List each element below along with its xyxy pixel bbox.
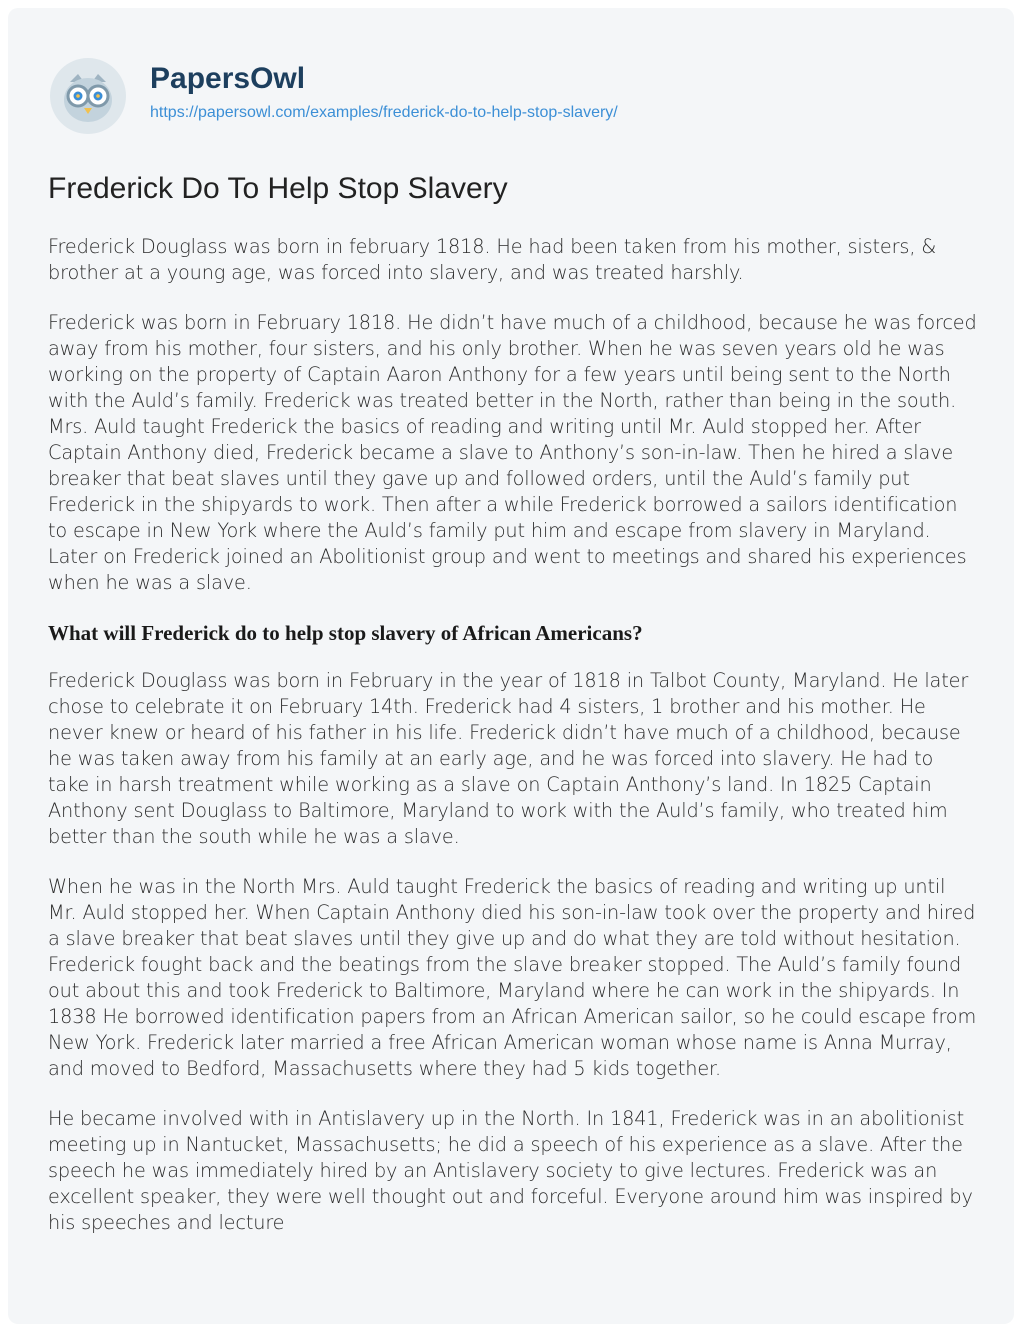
paragraph-2: Frederick was born in February 1818. He didn’t have much of a childhood, because he was forced away from his mother, four sisters, and his only brother. When he was seven years old he was working on the property of Captain Aaron Anthony for a few years until being sent to the North with the Auld’s family. Frederick was treated better in the North, rather than being in the south. Mrs. Auld taught Frederick the basics of reading and writing until Mr. Auld stopped her. After Captain Anthony died, Frederick became a slave to Anthony’s son-in-law. Then he hired a slave breaker that beat slaves until they gave up and followed orders, until the Auld’s family put Frederick in the shipyards to work. Then after a while Frederick borrowed a sailors identification to escape in New York where the Auld’s family put him and escape from slavery in Maryland. Later on Frederick joined an Abolitionist group and went to meetings and shared his experiences when he was a slave.	[48, 311, 977, 594]
source-url[interactable]: https://papersowl.com/examples/frederick-do-to-help-stop-slavery/	[150, 104, 618, 121]
owl-logo-icon	[48, 56, 128, 136]
section-heading: What will Frederick do to help stop slavery of African Americans?	[48, 621, 643, 645]
essay-body	[48, 234, 978, 1260]
page-title: Frederick Do To Help Stop Slavery	[48, 172, 508, 205]
paragraph-5: He became involved with in Antislavery up in the North. In 1841, Frederick was in an abolitionist meeting up in Nantucket, Massachusetts; he did a speech of his experience as a slave. After the speech he was immediately hired by an Antislavery society to give lectures. Frederick was an excellent speaker, they were well thought out and forceful. Everyone around him was inspired by his speeches and lecture	[48, 1107, 973, 1234]
paragraph-4: When he was in the North Mrs. Auld taught Frederick the basics of reading and writing up until Mr. Auld stopped her. When Captain Anthony died his son-in-law took over the property and hired a slave breaker that beat slaves until they give up and do what they are told without hesitation. Frederick fought back and the beatings from the slave breaker stopped. The Auld’s family found out about this and took Frederick to Baltimore, Maryland where he can work in the shipyards. In 1838 He borrowed identification papers from an African American sailor, so he could escape from New York. Frederick later married a free African American woman whose name is Anna Murray, and moved to Bedford, Massachusetts where they had 5 kids together.	[48, 875, 977, 1080]
paragraph-3: Frederick Douglass was born in February in the year of 1818 in Talbot County, Maryland. He later chose to celebrate it on February 14th. Frederick had 4 sisters, 1 brother and his mother. He never knew or heard of his father in his life. Frederick didn’t have much of a childhood, because he was taken away from his family at an early age, and he was forced into slavery. He had to take in harsh treatment while working as a slave on Captain Anthony’s land. In 1825 Captain Anthony sent Douglass to Baltimore, Maryland to work with the Auld’s family, who treated him better than the south while he was a slave.	[48, 669, 969, 848]
brand-name: PapersOwl	[150, 62, 306, 95]
paragraph-1: Frederick Douglass was born in february 1818. He had been taken from his mother, sisters, & brother at a young age, was forced into slavery, and was treated harshly.	[48, 235, 937, 284]
